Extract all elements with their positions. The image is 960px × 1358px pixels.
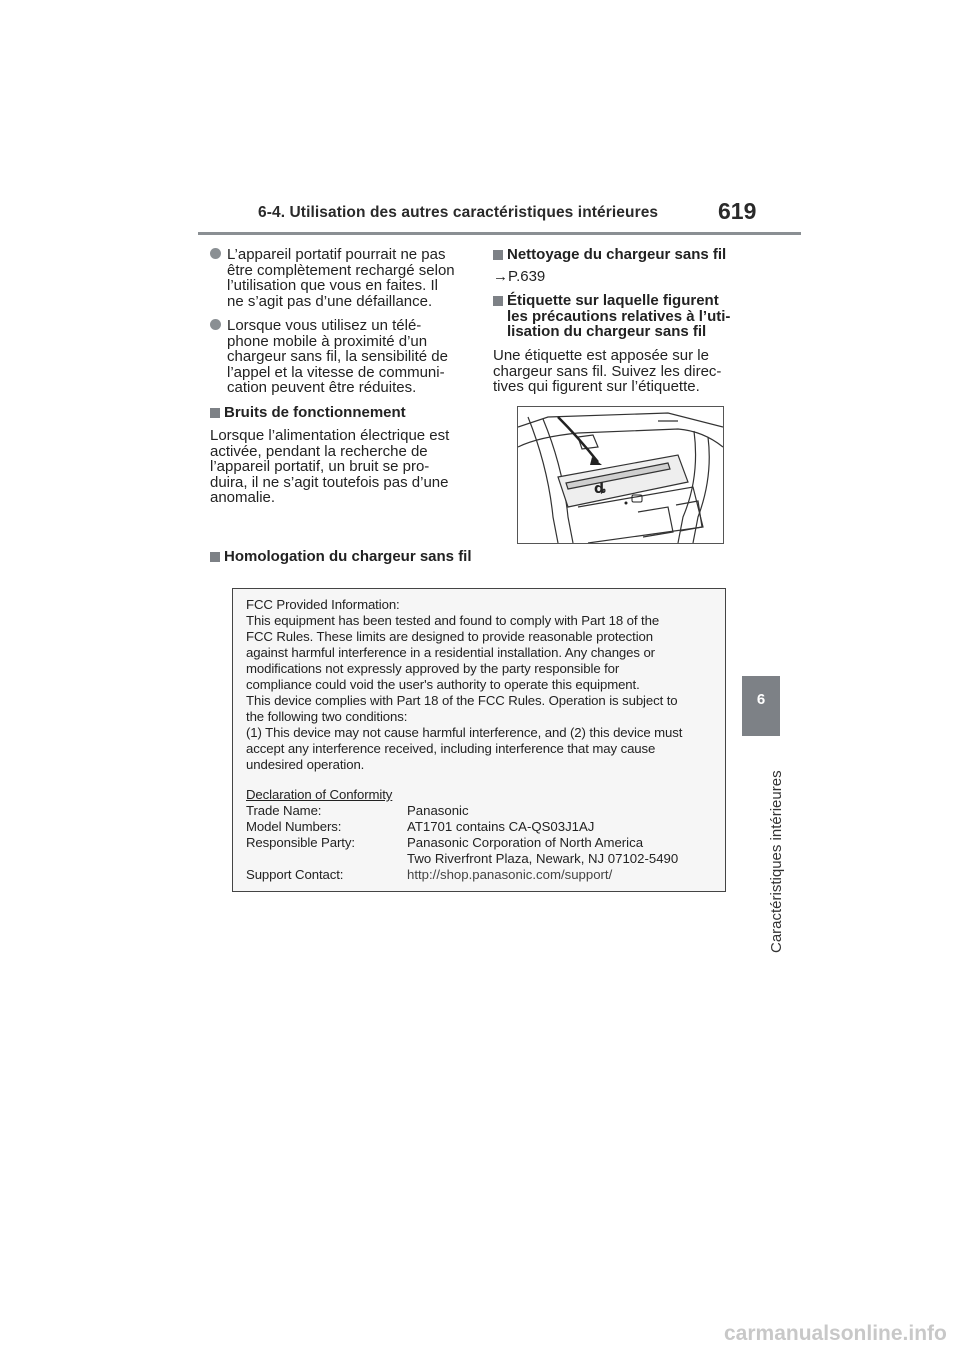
- cleaning-page-reference[interactable]: →P.639: [493, 268, 546, 285]
- svg-text:ȡ: ȡ: [594, 481, 607, 497]
- bullet-item: [210, 247, 480, 311]
- square-marker-icon: [210, 552, 220, 562]
- text-line: anomalie.: [210, 489, 276, 506]
- bullet-text: [227, 247, 455, 309]
- square-marker-icon: [493, 250, 503, 260]
- noise-heading: [210, 405, 480, 423]
- label-paragraph: [493, 348, 753, 395]
- text-line: être complètement rechargé selon: [227, 261, 455, 279]
- bullet-icon: [210, 248, 221, 259]
- fcc-line: FCC Rules. These limits are designed to provide reasonable protection: [246, 629, 654, 644]
- text-line: phone mobile à proximité d’un: [227, 332, 428, 350]
- fcc-line: modifications not expressly approved by the party responsible for: [246, 661, 620, 676]
- fcc-line: This equipment has been tested and found to comply with Part 18 of the: [246, 613, 660, 628]
- text-line: ne s’agit pas d’une défaillance.: [227, 292, 433, 310]
- fcc-line: (1) This device may not cause harmful interference, and (2) this device must: [246, 725, 683, 740]
- text-line: les précautions relatives à l’uti-: [507, 307, 731, 325]
- heading-text: Bruits de fonctionnement: [224, 404, 406, 421]
- text-line: lisation du chargeur sans fil: [507, 323, 707, 340]
- heading-text: Nettoyage du chargeur sans fil: [507, 246, 727, 263]
- chapter-number: 6: [756, 691, 766, 708]
- certification-heading: [210, 549, 530, 567]
- fcc-field-value: Two Riverfront Plaza, Newark, NJ 07102-5490: [407, 851, 679, 866]
- text-line: activée, pendant la recherche de: [210, 442, 428, 460]
- page-number: 619: [718, 198, 757, 224]
- square-marker-icon: [210, 408, 220, 418]
- heading-text: [507, 293, 730, 340]
- fcc-field-value: Panasonic Corporation of North America: [407, 835, 644, 850]
- header-divider: [198, 232, 801, 235]
- fcc-line: FCC Provided Information:: [246, 597, 400, 612]
- fcc-field-key: Model Numbers:: [246, 819, 342, 834]
- text-line: L’appareil portatif pourrait ne pas: [227, 246, 446, 263]
- fcc-field-key: Support Contact:: [246, 867, 344, 882]
- wireless-charger-drawing: [518, 407, 723, 543]
- section-title: 6-4. Utilisation des autres caractéristiques intérieures: [258, 204, 659, 221]
- text-line: chargeur sans fil. Suivez les direc-: [493, 362, 722, 380]
- label-heading: [493, 293, 763, 343]
- text-line: chargeur sans fil, la sensibilité de: [227, 348, 448, 365]
- text-line: l’utilisation que vous en faites. Il: [227, 277, 438, 294]
- chapter-label: Caractéristiques intérieures: [768, 770, 785, 953]
- square-marker-icon: [493, 296, 503, 306]
- bullet-icon: [210, 319, 221, 330]
- fcc-label: [232, 588, 726, 892]
- wireless-charger-illustration: [517, 406, 724, 544]
- text-line: Étiquette sur laquelle figurent: [507, 292, 719, 309]
- text-line: duira, il ne s’agit toutefois pas d’une: [210, 473, 449, 491]
- text-line: Lorsque vous utilisez un télé-: [227, 317, 422, 334]
- fcc-field-key: Responsible Party:: [246, 835, 355, 850]
- support-link[interactable]: http://shop.panasonic.com/support/: [407, 867, 613, 882]
- text-line: Une étiquette est apposée sur le: [493, 347, 709, 364]
- fcc-field-key: Trade Name:: [246, 803, 322, 818]
- fcc-line: the following two conditions:: [246, 709, 408, 724]
- text-line: Lorsque l’alimentation électrique est: [210, 427, 450, 444]
- text-line: l’appareil portatif, un bruit se pro-: [210, 458, 430, 475]
- text-line: cation peuvent être réduites.: [227, 379, 417, 396]
- fcc-field-value: AT1701 contains CA-QS03J1AJ: [407, 819, 595, 834]
- text-line: tives qui figurent sur l’étiquette.: [493, 378, 700, 395]
- fcc-line: undesired operation.: [246, 757, 365, 772]
- cleaning-heading: [493, 247, 763, 265]
- chapter-label-container: [768, 743, 792, 953]
- watermark: carmanualsonline.info: [724, 1322, 947, 1345]
- bullet-text: [227, 318, 448, 396]
- fcc-line: accept any interference received, including interference that may cause: [246, 741, 656, 756]
- fcc-field-value: Panasonic: [407, 803, 469, 818]
- fcc-line: This device complies with Part 18 of the FCC Rules. Operation is subject to: [246, 693, 678, 708]
- fcc-line: compliance could void the user's authority to operate this equipment.: [246, 677, 640, 692]
- declaration-title: Declaration of Conformity: [246, 787, 393, 802]
- text-line: l’appel et la vitesse de communi-: [227, 363, 445, 381]
- heading-text: Homologation du chargeur sans fil: [224, 548, 472, 565]
- noise-paragraph: [210, 428, 490, 506]
- bullet-item: [210, 318, 480, 398]
- fcc-line: against harmful interference in a residential installation. Any changes or: [246, 645, 655, 660]
